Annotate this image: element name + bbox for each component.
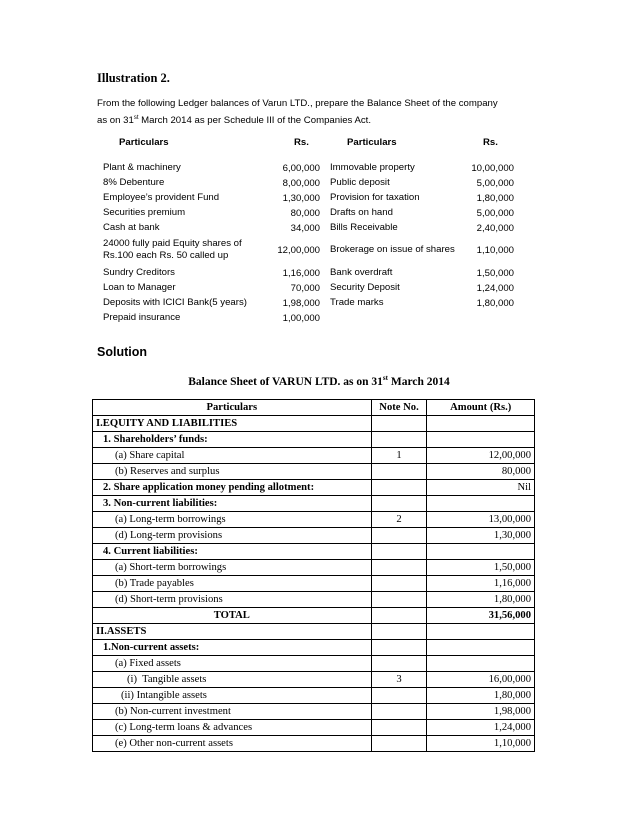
row-particulars: (d) Short-term provisions [93,592,372,608]
ledger-header-right-particulars: Particulars [347,137,397,148]
row-note [371,464,427,480]
ledger-header-right-rs: Rs. [483,137,498,148]
intro-line-2b: March 2014 as per Schedule III of the Companies Act. [138,115,371,127]
row-note [371,416,427,432]
row-note [371,528,427,544]
row-amount: 1,80,000 [427,688,535,704]
ledger-right-amount: 10,00,000 [471,162,514,174]
ledger-right-amount: 1,10,000 [476,244,514,256]
ledger-right-amount: 5,00,000 [476,177,514,189]
row-amount: 13,00,000 [427,512,535,528]
ledger-right-amount: 1,24,000 [476,282,514,294]
row-particulars: (a) Fixed assets [93,656,372,672]
ledger-left-amount: 1,16,000 [282,267,320,279]
ledger-left-particular: 24000 fully paid Equity shares of Rs.100 each Rs. 50 called up [103,237,242,261]
balance-sheet-title [0,374,638,388]
row-amount: 1,80,000 [427,592,535,608]
column-header-particulars: Particulars [93,400,372,416]
ledger-right-particular: Bank overdraft [330,266,393,278]
solution-heading: Solution [97,345,147,359]
ledger-left-particular: Loan to Manager [103,281,176,293]
table-row [93,464,535,480]
row-note: 3 [371,672,427,688]
row-particulars: (a) Share capital [93,448,372,464]
intro-line-2-sup: st [133,115,139,121]
balance-sheet-body [93,416,535,752]
row-amount [427,624,535,640]
ledger-left-particular: 8% Debenture [103,176,165,188]
row-particulars: (a) Short-term borrowings [93,560,372,576]
row-note [371,704,427,720]
ledger-rows [97,161,517,325]
row-note [371,592,427,608]
table-row [93,528,535,544]
row-amount: 1,30,000 [427,528,535,544]
row-particulars: (i) Tangible assets [93,672,372,688]
ledger-left-particular: Securities premium [103,206,186,218]
table-row [93,560,535,576]
row-amount [427,656,535,672]
row-amount: 1,50,000 [427,560,535,576]
table-row [93,544,535,560]
ledger-row [97,296,517,310]
ledger-left-particular: Cash at bank [103,221,160,233]
row-note [371,640,427,656]
row-amount [427,544,535,560]
ledger-right-particular: Brokerage on issue of shares [330,243,455,255]
ledger-right-amount: 1,80,000 [476,192,514,204]
ledger-right-amount: 2,40,000 [476,222,514,234]
table-row [93,608,535,624]
ledger-left-amount: 70,000 [290,282,320,294]
ledger-right-particular: Provision for taxation [330,191,420,203]
column-header-note: Note No. [371,400,427,416]
ledger-right-particular: Immovable property [330,161,415,173]
table-row [93,416,535,432]
balance-sheet-title-a: Balance Sheet of VARUN LTD. as on 31 [188,375,383,388]
row-particulars: 2. Share application money pending allotment: [93,480,372,496]
ledger-right-particular: Trade marks [330,296,384,308]
row-note [371,544,427,560]
row-amount [427,640,535,656]
ledger-right-amount: 5,00,000 [476,207,514,219]
row-note [371,576,427,592]
table-row [93,704,535,720]
ledger-row [97,236,517,264]
column-header-amount: Amount (Rs.) [427,400,535,416]
table-row [93,592,535,608]
ledger-left-particular: Plant & machinery [103,161,181,173]
ledger-header-left-rs: Rs. [294,137,309,148]
ledger-left-amount: 6,00,000 [282,162,320,174]
row-amount: 16,00,000 [427,672,535,688]
row-amount: 1,16,000 [427,576,535,592]
row-amount: Nil [427,480,535,496]
ledger-left-particular: Deposits with ICICI Bank(5 years) [103,296,247,308]
ledger-left-amount: 12,00,000 [277,244,320,256]
row-note [371,624,427,640]
row-particulars: I.EQUITY AND LIABILITIES [93,416,372,432]
row-amount: 1,98,000 [427,704,535,720]
row-particulars: TOTAL [93,608,372,624]
table-row [93,512,535,528]
ledger-right-particular: Bills Receivable [330,221,398,233]
row-amount [427,432,535,448]
row-amount: 31,56,000 [427,608,535,624]
row-particulars: II.ASSETS [93,624,372,640]
table-row [93,688,535,704]
ledger-header [97,137,517,157]
table-row [93,640,535,656]
row-particulars: 3. Non-current liabilities: [93,496,372,512]
ledger-row [97,176,517,190]
ledger-row [97,221,517,235]
ledger-left-amount: 80,000 [290,207,320,219]
table-row [93,720,535,736]
table-row [93,480,535,496]
ledger-right-amount: 1,50,000 [476,267,514,279]
table-row [93,576,535,592]
row-amount [427,496,535,512]
ledger-left-amount: 34,000 [290,222,320,234]
row-note [371,608,427,624]
row-note [371,656,427,672]
balance-sheet-title-sup: st [382,374,388,382]
row-amount: 80,000 [427,464,535,480]
ledger-row [97,161,517,175]
row-particulars: (b) Non-current investment [93,704,372,720]
table-row [93,432,535,448]
row-note: 1 [371,448,427,464]
row-note: 2 [371,512,427,528]
ledger-row [97,266,517,280]
ledger-left-amount: 1,98,000 [282,297,320,309]
row-note [371,560,427,576]
row-note [371,736,427,752]
ledger-left-amount: 8,00,000 [282,177,320,189]
row-particulars: 1. Shareholders’ funds: [93,432,372,448]
illustration-intro [97,96,537,128]
ledger-row [97,206,517,220]
table-row [93,672,535,688]
balance-sheet-title-b: March 2014 [387,375,450,388]
balance-sheet-table [92,399,535,752]
row-note [371,496,427,512]
table-row [93,496,535,512]
ledger-left-amount: 1,00,000 [282,312,320,324]
table-row [93,448,535,464]
row-particulars: (c) Long-term loans & advances [93,720,372,736]
row-note [371,688,427,704]
ledger-row [97,281,517,295]
ledger-left-particular: Prepaid insurance [103,311,181,323]
row-particulars: (e) Other non-current assets [93,736,372,752]
ledger-left-particular: Employee’s provident Fund [103,191,220,203]
row-particulars: (ii) Intangible assets [93,688,372,704]
row-particulars: (d) Long-term provisions [93,528,372,544]
table-row [93,736,535,752]
row-note [371,432,427,448]
ledger-header-left-particulars: Particulars [119,137,169,148]
ledger-left-amount: 1,30,000 [282,192,320,204]
ledger-row [97,311,517,325]
ledger-right-particular: Public deposit [330,176,390,188]
table-row [93,624,535,640]
ledger-right-particular: Drafts on hand [330,206,393,218]
row-particulars: (a) Long-term borrowings [93,512,372,528]
table-row [93,656,535,672]
illustration-heading: Illustration 2. [97,71,170,85]
row-particulars: 1.Non-current assets: [93,640,372,656]
ledger-right-particular: Security Deposit [330,281,400,293]
row-amount: 1,24,000 [427,720,535,736]
ledger-left-particular: Sundry Creditors [103,266,175,278]
intro-line-1: From the following Ledger balances of Varun LTD., prepare the Balance Sheet of the company [97,98,498,109]
row-amount: 12,00,000 [427,448,535,464]
row-note [371,480,427,496]
ledger-balances-table [97,137,517,326]
balance-sheet-header-row [93,400,535,416]
row-amount: 1,10,000 [427,736,535,752]
row-particulars: (b) Reserves and surplus [93,464,372,480]
row-particulars: 4. Current liabilities: [93,544,372,560]
intro-line-2a: as on 31 [97,115,134,127]
ledger-row [97,191,517,205]
ledger-right-amount: 1,80,000 [476,297,514,309]
row-amount [427,416,535,432]
row-note [371,720,427,736]
row-particulars: (b) Trade payables [93,576,372,592]
